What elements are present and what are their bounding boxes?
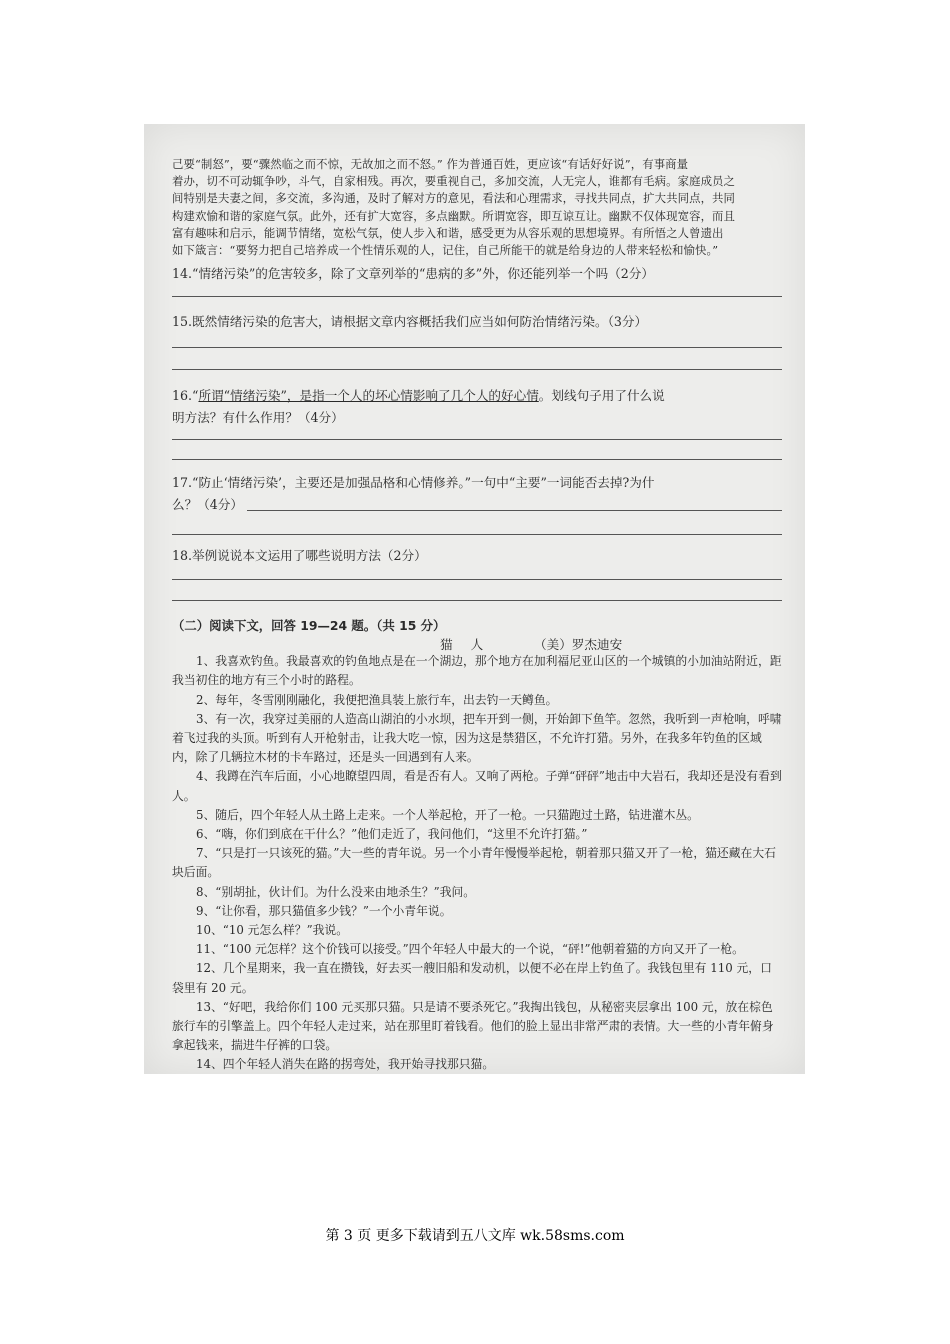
- story-paragraph: 13、“好吧，我给你们 100 元买那只猫。只是请不要杀死它。”我掏出钱包，从秘密夹层拿出 100 元，放在棕色旅行车的引擎盖上。四个年轻人走过来，站在那里盯着钱看。他们的脸上显出非常严肃的表情。大一些的小青年俯身拿起钱来，揣进牛仔裤的口袋。: [172, 999, 774, 1053]
- question-16-suffix: 。划线句子用了什么说: [538, 388, 665, 404]
- answer-line[interactable]: [172, 534, 782, 535]
- intro-line: 间特别是夫妻之间，多交流，多沟通，及时了解对方的意见，看法和心理需求，寻找共同点，扩大共同点，共同: [172, 191, 736, 206]
- answer-line[interactable]: [172, 579, 782, 580]
- question-14-text: 14.“情绪污染”的危害较多，除了文章列举的“患病的多”外，你还能列举一个吗（2分）: [172, 266, 654, 282]
- scanned-content: [172, 156, 782, 1074]
- story-paragraph: 9、“让你看，那只猫值多少钱？”一个小青年说。: [196, 903, 452, 918]
- story-paragraph: 7、“只是打一只该死的猫。”大一些的青年说。另一个小青年慢慢举起枪，朝着那只猫又开了一枪，猫还藏在大石块后面。: [172, 846, 776, 880]
- intro-line: 己要“制怒”，要“骤然临之而不惊，无故加之而不怒。” 作为普通百姓，更应该“有话好好说”，有事商量: [172, 157, 689, 171]
- story-paragraph: 1、我喜欢钓鱼。我最喜欢的钓鱼地点是在一个湖边，那个地方在加利福尼亚山区的一个城镇的小加油站附近，距我当初住的地方有三个小时的路程。: [172, 654, 782, 688]
- story-paragraph: 10、“10 元怎么样？”我说。: [196, 923, 349, 938]
- question-16-text-line2: 明方法？有什么作用？（4分）: [172, 410, 344, 426]
- answer-line[interactable]: [172, 439, 782, 440]
- story-paragraph: 12、几个星期来，我一直在攒钱，好去买一艘旧船和发动机，以便不必在岸上钓鱼了。我钱包里有 110 元，口袋里有 20 元。: [172, 961, 772, 995]
- intro-line: 着办，切不可动辄争吵，斗气，自家相残。再次，要重视自己，多加交流，人无完人，谁都有毛病。家庭成员之: [172, 174, 736, 189]
- story-title: 猫人: [440, 637, 502, 653]
- intro-line: 富有趣味和启示，能调节情绪，宽松气氛，使人步入和谐，感受更为从容乐观的思想境界。有所悟之人曾遗出: [172, 225, 724, 240]
- story-paragraph: 4、我蹲在汽车后面，小心地瞭望四周，看是否有人。又响了两枪。子弹“砰砰”地击中大岩石，我却还是没有看到人。: [172, 769, 782, 803]
- question-18-text: 18.举例说说本文运用了哪些说明方法（2分）: [172, 548, 427, 564]
- question-17: [172, 472, 782, 535]
- question-15-text: 15.既然情绪污染的危害大，请根据文章内容概括我们应当如何防治情绪污染。（3分）: [172, 314, 648, 330]
- story-paragraph: 8、“别胡扯，伙计们。为什么没来由地杀生？”我问。: [196, 884, 476, 899]
- story-paragraph: 3、有一次，我穿过美丽的人造高山湖泊的小水坝，把车开到一侧，开始卸下鱼竿。忽然，我听到一声枪响，呼啸着飞过我的头顶。听到有人开枪射击，让我大吃一惊，因为这是禁猎区，不允许打猎。另外，在我多年钓鱼的区域内，除了几辆拉木材的卡车路过，还是头一回遇到有人来。: [172, 711, 782, 765]
- question-16-prefix: 16.“: [172, 388, 199, 404]
- story-paragraph: 6、“嗨，你们到底在干什么？”他们走近了，我问他们，“这里不允许打猫。”: [196, 827, 588, 842]
- section-heading: （二）阅读下文，回答 19—24 题。（共 15 分）: [172, 618, 446, 634]
- question-16-text: [172, 385, 782, 407]
- story-author: （美）罗杰迪安: [534, 637, 623, 653]
- story-body: [172, 652, 782, 1074]
- answer-line[interactable]: [172, 347, 782, 348]
- intro-line: 构建欢愉和谐的家庭气氛。此外，还有扩大宽容，多点幽默。所谓宽容，即互谅互让。幽默不仅体现宽容，而且: [172, 208, 736, 223]
- story-paragraph: 5、随后，四个年轻人从土路上走来。一个人举起枪，开了一枪。一只猫跑过土路，钻进灌木丛。: [196, 807, 699, 822]
- answer-line[interactable]: [172, 296, 782, 297]
- answer-line[interactable]: [172, 600, 782, 601]
- answer-line[interactable]: [172, 459, 782, 460]
- question-18: [172, 545, 782, 601]
- question-14: [172, 263, 782, 297]
- question-17-text: 17.“防止‘情绪污染’，主要还是加强品格和心情修养。”一句中“主要”一词能否去掉?为什: [172, 475, 655, 491]
- answer-line[interactable]: [172, 369, 782, 370]
- answer-line[interactable]: [247, 510, 782, 511]
- question-16: [172, 385, 782, 460]
- story-paragraph: 11、“100 元怎样？这个价钱可以接受。”四个年轻人中最大的一个说，“砰!”他朝着猫的方向又开了一枪。: [196, 942, 744, 957]
- question-15: [172, 311, 782, 370]
- question-17-text-line2: 么？（4分）: [172, 497, 243, 513]
- page-footer: 第 3 页 更多下载请到五八文库 wk.58sms.com: [325, 1228, 625, 1244]
- story-paragraph: 14、四个年轻人消失在路的拐弯处，我开始寻找那只猫。: [196, 1057, 495, 1072]
- intro-passage: [172, 156, 782, 259]
- scanned-page: [144, 124, 805, 1074]
- intro-line: 如下箴言：“要努力把自己培养成一个性情乐观的人，记住，自己所能干的就是给身边的人带来轻松和愉快。”: [172, 243, 719, 258]
- story-paragraph: 2、每年，冬雪刚刚融化，我便把渔具装上旅行车，出去钓一天鳟鱼。: [196, 692, 558, 707]
- underlined-sentence: 所谓“情绪污染”，是指一个人的坏心情影响了几个人的好心情: [198, 388, 539, 404]
- story-title-row: [172, 634, 782, 652]
- question-17-line2: [172, 494, 782, 516]
